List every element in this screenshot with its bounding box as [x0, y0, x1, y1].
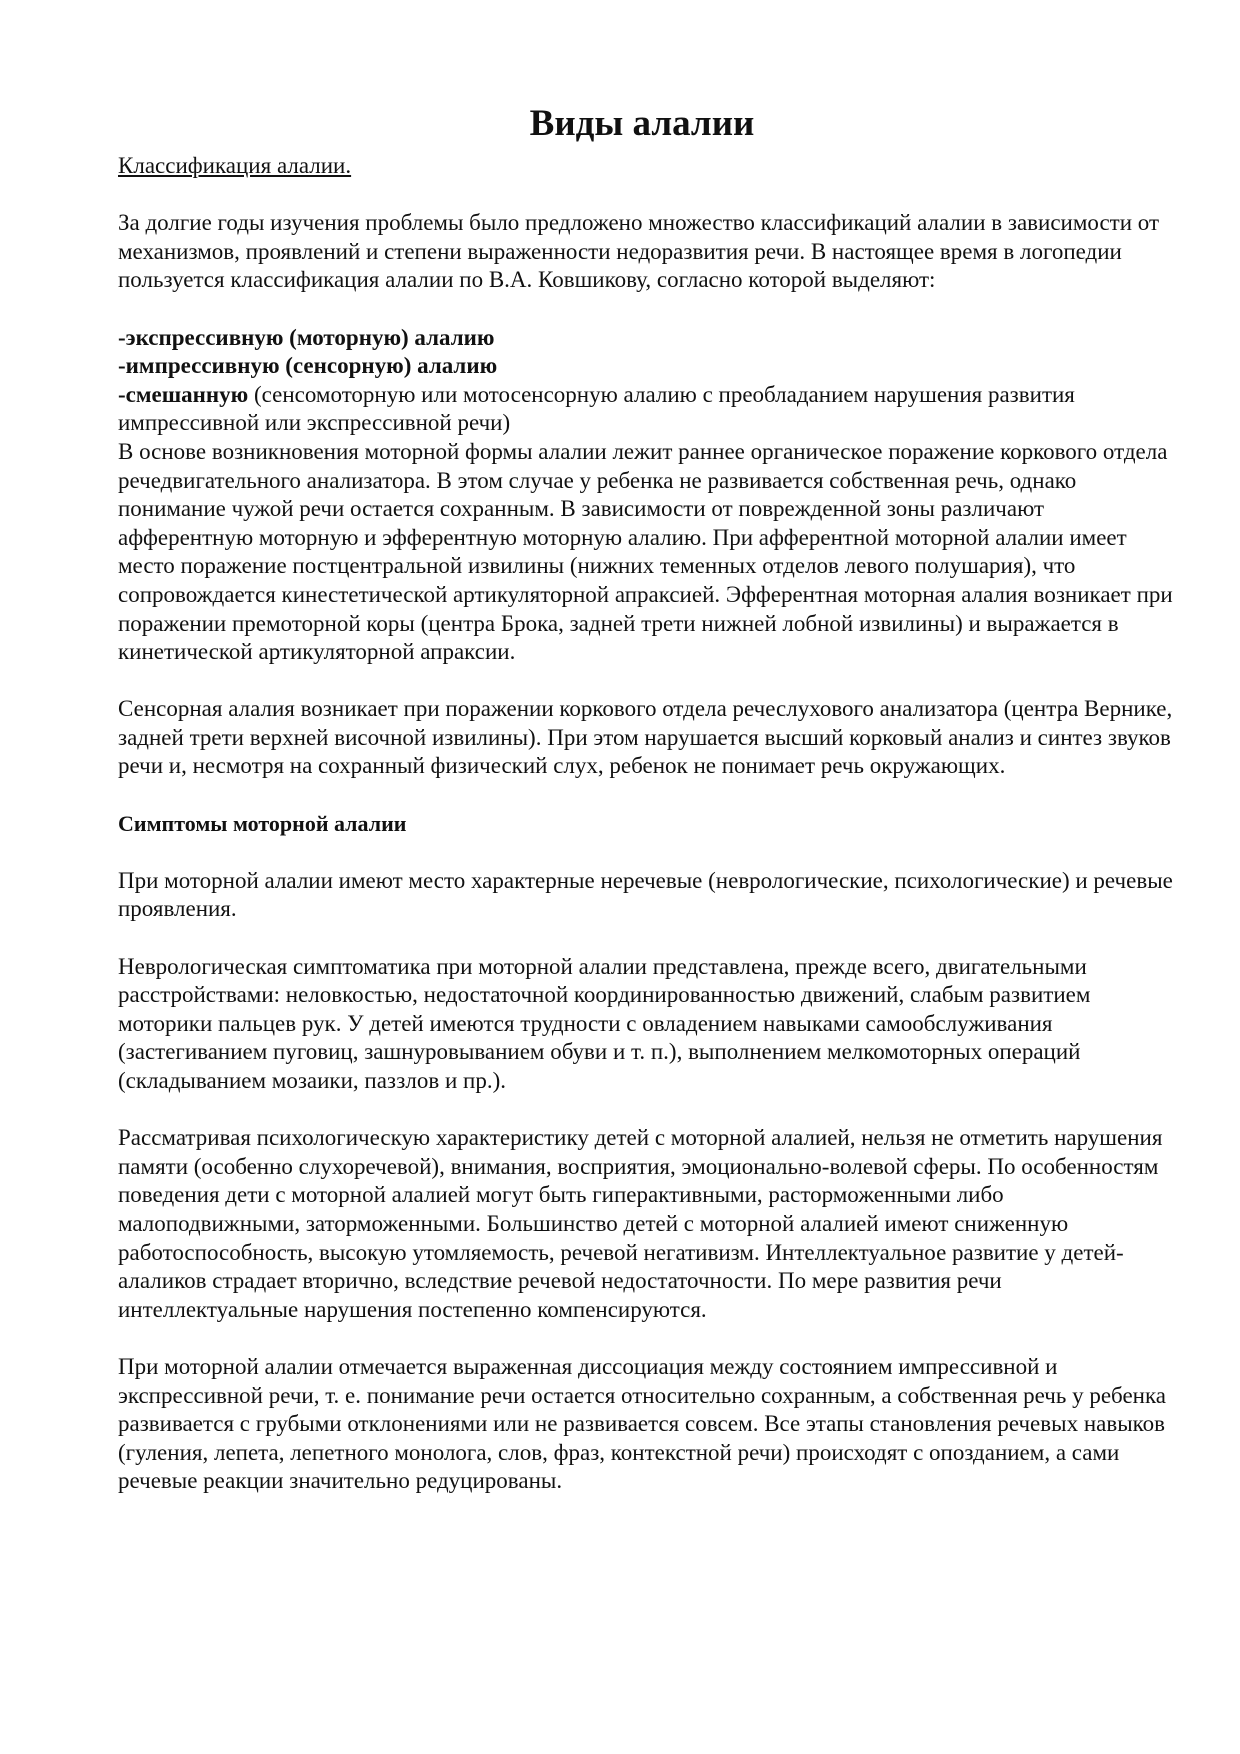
neurological-paragraph: Неврологическая симптоматика при моторной алалии представлена, прежде всего, двигательными расстройствами: неловкостью, недостаточной координированностью движений, слабым развитием моторики пальцев рук. У детей имеются трудности с овладением навыками самообслуживания (застегиванием пуговиц, зашнуровыванием обуви и т. п.), выполнением мелкомоторных операций (складыванием мозаики, паззлов и пр.). [118, 953, 1091, 1093]
symptoms-intro-paragraph: При моторной алалии имеют место характерные неречевые (неврологические, психологические) и речевые проявления. [118, 867, 1173, 922]
symptoms-heading: Симптомы моторной алалии [118, 810, 407, 836]
classification-item-mixed [118, 381, 1180, 438]
document-body [118, 152, 1180, 1496]
classification-item-mixed-description: (сенсомоторную или мотосенсорную алалию с преобладанием нарушения развития импрессивной или экспрессивной речи) [118, 381, 1075, 436]
page-title: Виды алалии [529, 103, 755, 144]
sensory-alalia-paragraph: Сенсорная алалия возникает при поражении коркового отдела речеслухового анализатора (центра Вернике, задней трети верхней височной извилины). При этом нарушается высший корковый анализ и синтез звуков речи и, несмотря на сохранный физический слух, ребенок не понимает речь окружающих. [118, 696, 1173, 779]
motor-alalia-paragraph: В основе возникновения моторной формы алалии лежит раннее органическое поражение коркового отдела речедвигательного анализатора. В этом случае у ребенка не развивается собственная речь, однако понимание чужой речи остается сохранным. В зависимости от поврежденной зоны различают афферентную моторную и эфферентную моторную алалию. При афферентной моторной алалии имеет место поражение постцентральной извилины (нижних теменных отделов левого полушария), что сопровождается кинестетической артикуляторной апраксией. Эфферентная моторная алалия возникает при поражении премоторной коры (центра Брока, задней трети нижней лобной извилины) и выражается в кинетической артикуляторной апраксии. [118, 438, 1173, 665]
classification-item-mixed-term: -смешанную [118, 381, 249, 407]
section-subtitle: Классификация алалии. [118, 153, 352, 178]
intro-paragraph: За долгие годы изучения проблемы было предложено множество классификаций алалии в зависимости от механизмов, проявлений и степени выраженности недоразвития речи. В настоящее время в логопедии пользуется классификация алалии по В.А. Ковшикову, согласно которой выделяют: [118, 210, 1160, 293]
classification-item-impressive: -импрессивную (сенсорную) алалию [118, 353, 498, 379]
psychological-paragraph: Рассматривая психологическую характеристику детей с моторной алалией, нельзя не отметить нарушения памяти (особенно слухоречевой), внимания, восприятия, эмоционально-волевой сферы. По особенностям поведения дети с моторной алалией могут быть гиперактивными, расторможенными либо малоподвижными, заторможенными. Большинство детей с моторной алалией имеют сниженную работоспособность, высокую утомляемость, речевой негативизм. Интеллектуальное развитие у детей-алаликов страдает вторично, вследствие речевой недостаточности. По мере развития речи интеллектуальные нарушения постепенно компенсируются. [118, 1125, 1163, 1322]
classification-item-expressive: -экспрессивную (моторную) алалию [118, 324, 495, 350]
speech-paragraph: При моторной алалии отмечается выраженная диссоциация между состоянием импрессивной и экспрессивной речи, т. е. понимание речи остается относительно сохранным, а собственная речь у ребенка развивается с грубыми отклонениями или не развивается совсем. Все этапы становления речевых навыков (гуления, лепета, лепетного монолога, слов, фраз, контекстной речи) происходят с опозданием, а сами речевые реакции значительно редуцированы. [118, 1353, 1167, 1494]
